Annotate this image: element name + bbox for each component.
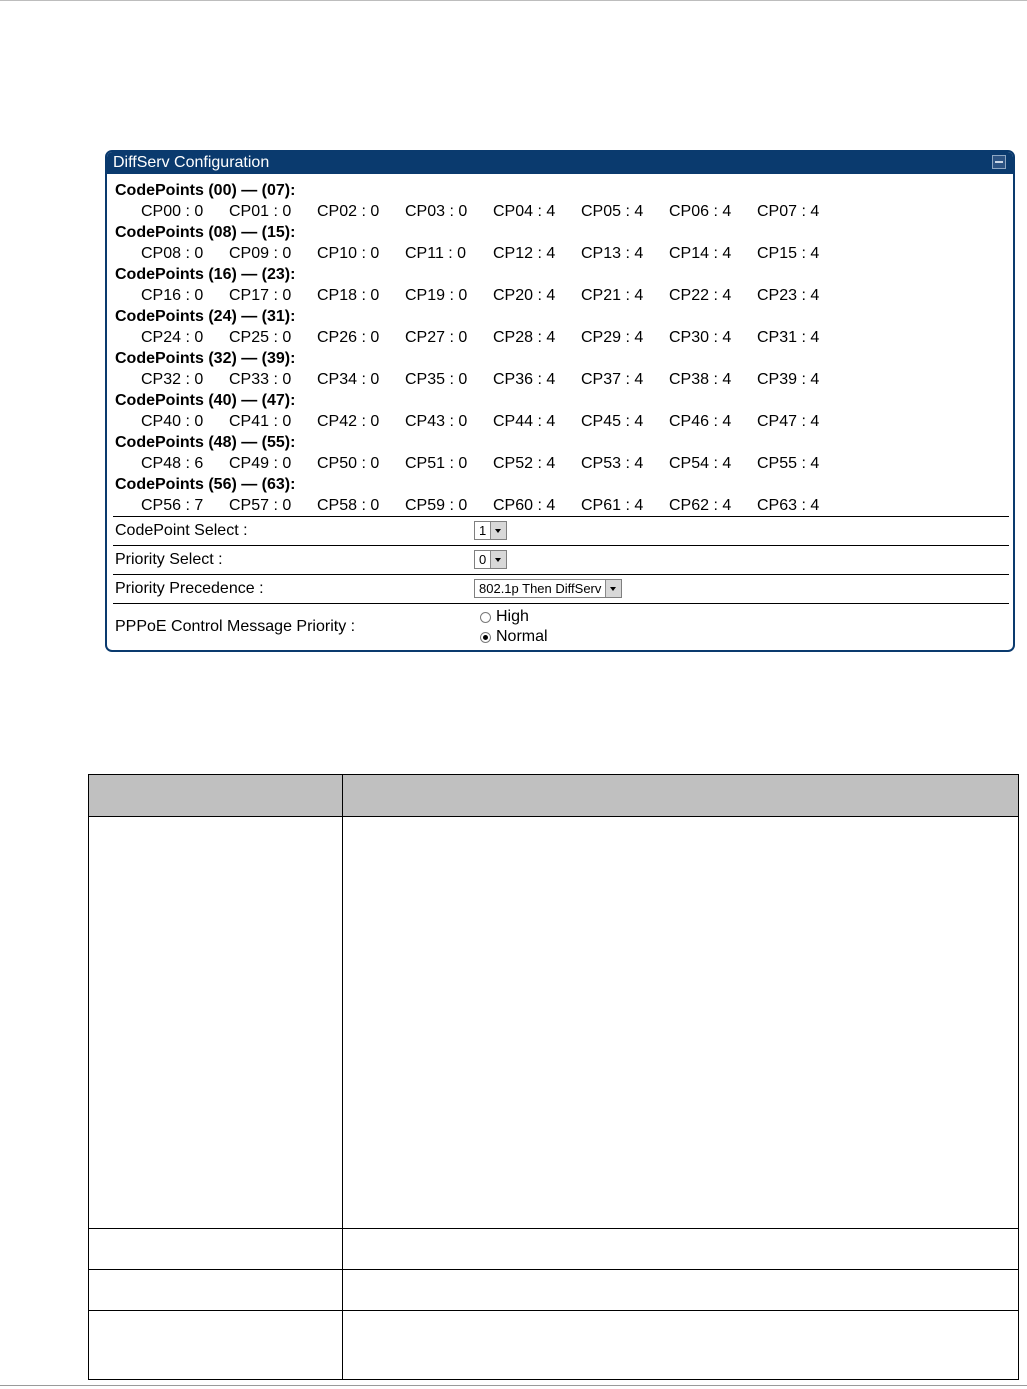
codepoint-value: CP56 : 7 [141, 497, 204, 514]
codepoint-value: CP07 : 4 [757, 203, 820, 220]
priority-precedence-select[interactable] [474, 579, 622, 598]
codepoint-value: CP28 : 4 [493, 329, 556, 346]
pppoe-priority-high-label: High [496, 608, 529, 625]
codepoint-value: CP21 : 4 [581, 287, 644, 304]
codepoint-group-title: CodePoints (56) — (63): [115, 476, 296, 493]
codepoint-value: CP38 : 4 [669, 371, 732, 388]
codepoint-row [115, 411, 1013, 432]
table-row [89, 1229, 1019, 1270]
table-row [89, 1270, 1019, 1311]
bottom-rule [0, 1385, 1027, 1386]
codepoint-value: CP15 : 4 [757, 245, 820, 262]
table-cell [89, 1270, 343, 1311]
codepoint-value: CP42 : 0 [317, 413, 380, 430]
table-cell [343, 1311, 1019, 1380]
codepoint-value: CP18 : 0 [317, 287, 380, 304]
table-header-cell [343, 775, 1019, 817]
table-cell [343, 1229, 1019, 1270]
diffserv-panel [105, 150, 1015, 652]
table-header-row [89, 775, 1019, 817]
codepoint-value: CP57 : 0 [229, 497, 292, 514]
codepoint-select-row [113, 516, 1009, 545]
codepoint-select-value: 1 [479, 522, 487, 538]
priority-precedence-value: 802.1p Then DiffServ [479, 580, 602, 596]
codepoint-value: CP60 : 4 [493, 497, 556, 514]
codepoint-value: CP04 : 4 [493, 203, 556, 220]
codepoint-value: CP30 : 4 [669, 329, 732, 346]
priority-precedence-row [113, 574, 1009, 603]
codepoint-row [115, 369, 1013, 390]
codepoint-value: CP10 : 0 [317, 245, 380, 262]
priority-precedence-label: Priority Precedence : [115, 580, 264, 597]
codepoint-group-title: CodePoints (48) — (55): [115, 434, 296, 451]
codepoint-value: CP06 : 4 [669, 203, 732, 220]
pppoe-priority-high[interactable] [474, 607, 1009, 627]
codepoint-value: CP25 : 0 [229, 329, 292, 346]
codepoint-group-title: CodePoints (24) — (31): [115, 308, 296, 325]
codepoint-value: CP26 : 0 [317, 329, 380, 346]
codepoint-value: CP20 : 4 [493, 287, 556, 304]
codepoint-value: CP13 : 4 [581, 245, 644, 262]
codepoint-value: CP52 : 4 [493, 455, 556, 472]
pppoe-priority-normal[interactable] [474, 627, 1009, 647]
description-table [88, 774, 1019, 1380]
codepoint-value: CP63 : 4 [757, 497, 820, 514]
codepoint-value: CP49 : 0 [229, 455, 292, 472]
codepoint-value: CP09 : 0 [229, 245, 292, 262]
radio-button-icon[interactable] [480, 632, 491, 643]
codepoint-value: CP33 : 0 [229, 371, 292, 388]
codepoint-value: CP12 : 4 [493, 245, 556, 262]
codepoint-value: CP54 : 4 [669, 455, 732, 472]
codepoint-value: CP31 : 4 [757, 329, 820, 346]
codepoint-value: CP61 : 4 [581, 497, 644, 514]
codepoint-value: CP47 : 4 [757, 413, 820, 430]
codepoint-value: CP55 : 4 [757, 455, 820, 472]
codepoint-value: CP43 : 0 [405, 413, 468, 430]
codepoints-list [107, 174, 1013, 516]
codepoint-group-title: CodePoints (08) — (15): [115, 224, 296, 241]
table-cell [89, 1311, 343, 1380]
priority-select[interactable] [474, 550, 507, 569]
table-header-cell [89, 775, 343, 817]
codepoint-value: CP27 : 0 [405, 329, 468, 346]
codepoint-value: CP32 : 0 [141, 371, 204, 388]
codepoint-row [115, 201, 1013, 222]
table-cell [89, 817, 343, 1229]
codepoint-value: CP50 : 0 [317, 455, 380, 472]
codepoint-value: CP35 : 0 [405, 371, 468, 388]
codepoint-value: CP46 : 4 [669, 413, 732, 430]
codepoint-value: CP05 : 4 [581, 203, 644, 220]
chevron-down-icon[interactable] [490, 522, 506, 539]
codepoint-row [115, 453, 1013, 474]
codepoint-value: CP37 : 4 [581, 371, 644, 388]
minus-box-icon[interactable] [992, 155, 1006, 169]
table-row [89, 1311, 1019, 1380]
codepoint-row [115, 495, 1013, 516]
codepoint-value: CP08 : 0 [141, 245, 204, 262]
pppoe-priority-normal-label: Normal [496, 628, 548, 645]
codepoint-value: CP45 : 4 [581, 413, 644, 430]
pppoe-priority-row [113, 603, 1009, 650]
codepoint-group-title: CodePoints (40) — (47): [115, 392, 296, 409]
codepoint-value: CP53 : 4 [581, 455, 644, 472]
top-rule [0, 0, 1027, 1]
codepoint-value: CP01 : 0 [229, 203, 292, 220]
codepoint-value: CP22 : 4 [669, 287, 732, 304]
priority-select-label: Priority Select : [115, 551, 223, 568]
codepoint-row [115, 243, 1013, 264]
chevron-down-icon[interactable] [490, 551, 506, 568]
codepoint-value: CP19 : 0 [405, 287, 468, 304]
codepoint-value: CP02 : 0 [317, 203, 380, 220]
config-table [113, 516, 1009, 650]
codepoint-value: CP34 : 0 [317, 371, 380, 388]
codepoint-value: CP41 : 0 [229, 413, 292, 430]
chevron-down-icon[interactable] [605, 580, 621, 597]
codepoint-value: CP24 : 0 [141, 329, 204, 346]
codepoint-value: CP58 : 0 [317, 497, 380, 514]
table-row [89, 817, 1019, 1229]
codepoint-value: CP39 : 4 [757, 371, 820, 388]
codepoint-select[interactable] [474, 521, 507, 540]
codepoint-value: CP11 : 0 [405, 245, 467, 262]
codepoint-value: CP59 : 0 [405, 497, 468, 514]
codepoint-value: CP62 : 4 [669, 497, 732, 514]
codepoint-value: CP03 : 0 [405, 203, 468, 220]
radio-button-icon[interactable] [480, 612, 491, 623]
pppoe-priority-label: PPPoE Control Message Priority : [115, 618, 356, 635]
codepoint-value: CP23 : 4 [757, 287, 820, 304]
codepoint-row [115, 285, 1013, 306]
codepoint-value: CP00 : 0 [141, 203, 204, 220]
codepoint-value: CP14 : 4 [669, 245, 732, 262]
codepoint-value: CP16 : 0 [141, 287, 204, 304]
codepoint-value: CP29 : 4 [581, 329, 644, 346]
table-cell [89, 1229, 343, 1270]
panel-title: DiffServ Configuration [113, 154, 270, 171]
codepoint-value: CP44 : 4 [493, 413, 556, 430]
codepoint-group-title: CodePoints (00) — (07): [115, 182, 296, 199]
codepoint-value: CP48 : 6 [141, 455, 204, 472]
codepoint-value: CP17 : 0 [229, 287, 292, 304]
codepoint-value: CP51 : 0 [405, 455, 468, 472]
codepoint-group-title: CodePoints (16) — (23): [115, 266, 296, 283]
codepoint-group-title: CodePoints (32) — (39): [115, 350, 296, 367]
priority-select-value: 0 [479, 551, 487, 567]
table-cell [343, 1270, 1019, 1311]
codepoint-value: CP36 : 4 [493, 371, 556, 388]
panel-header [107, 152, 1013, 174]
codepoint-row [115, 327, 1013, 348]
codepoint-select-label: CodePoint Select : [115, 522, 248, 539]
priority-select-row [113, 545, 1009, 574]
table-cell [343, 817, 1019, 1229]
codepoint-value: CP40 : 0 [141, 413, 204, 430]
